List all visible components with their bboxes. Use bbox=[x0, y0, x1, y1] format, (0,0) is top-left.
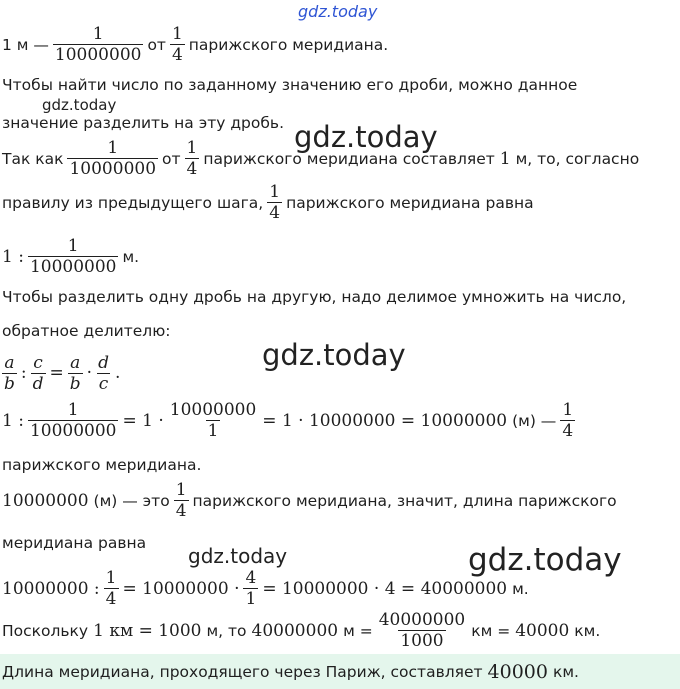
fraction bbox=[28, 236, 119, 277]
fraction bbox=[267, 182, 282, 223]
text-line-8: обратное делителю: bbox=[2, 322, 171, 340]
fraction bbox=[2, 354, 17, 392]
operator: : bbox=[20, 363, 27, 383]
watermark: gdz.today bbox=[294, 120, 438, 154]
text: м, то, согласно bbox=[515, 149, 640, 168]
numerator: 4 bbox=[245, 568, 257, 588]
watermark: gdz.today bbox=[262, 338, 406, 372]
denominator: 4 bbox=[175, 501, 187, 521]
text-line-5 bbox=[2, 182, 534, 223]
math: = 1 · bbox=[122, 410, 164, 431]
text-line-4 bbox=[2, 138, 639, 179]
fraction bbox=[560, 400, 575, 441]
denominator: 1 bbox=[245, 589, 257, 609]
text-line-12 bbox=[2, 480, 617, 521]
text: (м) — это bbox=[93, 491, 170, 510]
text: км = bbox=[471, 621, 511, 640]
text-line-6 bbox=[2, 236, 139, 277]
denominator: b bbox=[69, 373, 81, 392]
answer-number: 40000 bbox=[487, 660, 548, 683]
text: Так как bbox=[2, 149, 64, 168]
math-number: 1 bbox=[499, 148, 511, 169]
text: от bbox=[162, 149, 181, 168]
fraction bbox=[67, 138, 158, 179]
numerator: 1 bbox=[92, 24, 104, 44]
math: = 10000000 · bbox=[122, 578, 240, 599]
formula-rule bbox=[2, 354, 120, 392]
text: м. bbox=[512, 579, 529, 598]
operator: = bbox=[49, 363, 64, 383]
denominator: 10000000 bbox=[29, 421, 117, 441]
watermark: gdz.today bbox=[42, 96, 117, 114]
text: м, то bbox=[206, 621, 247, 640]
text: от bbox=[147, 35, 166, 54]
denominator: 10000000 bbox=[29, 257, 117, 277]
answer-text: Длина меридиана, проходящего через Париж, составляет bbox=[2, 662, 483, 681]
numerator: a bbox=[4, 354, 15, 373]
text: 1 м — bbox=[2, 35, 49, 54]
math: 1 : bbox=[2, 246, 24, 267]
denominator: d bbox=[32, 373, 44, 392]
math: = 10000000 · 4 = 40000000 bbox=[262, 578, 508, 599]
denominator: 4 bbox=[171, 45, 183, 65]
denominator: c bbox=[98, 373, 109, 392]
text-line-2: Чтобы найти число по заданному значению его дроби, можно данное bbox=[2, 76, 578, 94]
answer-box bbox=[0, 654, 680, 689]
formula-division bbox=[2, 400, 579, 441]
numerator: a bbox=[70, 354, 81, 373]
period: . bbox=[114, 363, 121, 383]
text: (м) — bbox=[512, 411, 557, 430]
math: 1 км = 1000 bbox=[93, 620, 202, 641]
numerator: 1 bbox=[67, 236, 79, 256]
text: км. bbox=[574, 621, 601, 640]
text: Поскольку bbox=[2, 621, 89, 640]
math: 1 : bbox=[2, 410, 24, 431]
numerator: 1 bbox=[186, 138, 198, 158]
numerator: 1 bbox=[105, 568, 117, 588]
watermark: gdz.today bbox=[298, 2, 378, 21]
fraction bbox=[243, 568, 258, 609]
math-number: 40000 bbox=[515, 620, 570, 641]
text-line-3: значение разделить на эту дробь. bbox=[2, 114, 284, 132]
text-line-1 bbox=[2, 24, 388, 65]
fraction bbox=[104, 568, 119, 609]
numerator: d bbox=[98, 354, 109, 373]
operator: · bbox=[86, 363, 93, 383]
text: парижского меридиана, значит, длина парижского bbox=[192, 491, 617, 510]
text: парижского меридиана. bbox=[188, 35, 389, 54]
watermark: gdz.today bbox=[468, 542, 622, 578]
fraction bbox=[53, 24, 144, 65]
numerator: 1 bbox=[175, 480, 187, 500]
fraction bbox=[377, 610, 468, 651]
denominator: 4 bbox=[269, 203, 281, 223]
text-line-13: меридиана равна bbox=[2, 534, 147, 552]
numerator: 1 bbox=[67, 400, 79, 420]
numerator: 1 bbox=[562, 400, 574, 420]
formula-result bbox=[2, 568, 529, 609]
math: = 1 · 10000000 = 10000000 bbox=[262, 410, 508, 431]
fraction bbox=[185, 138, 200, 179]
math-number: 40000000 bbox=[251, 620, 339, 641]
denominator: 10000000 bbox=[69, 159, 157, 179]
fraction bbox=[170, 24, 185, 65]
text: правилу из предыдущего шага, bbox=[2, 193, 264, 212]
numerator: 1 bbox=[107, 138, 119, 158]
numerator: 40000000 bbox=[378, 610, 466, 630]
fraction bbox=[31, 354, 46, 392]
denominator: 4 bbox=[562, 421, 574, 441]
math: 10000000 : bbox=[2, 578, 100, 599]
watermark: gdz.today bbox=[188, 544, 288, 568]
denominator: 4 bbox=[186, 159, 198, 179]
denominator: 4 bbox=[105, 589, 117, 609]
text: м. bbox=[122, 247, 140, 266]
formula-conversion bbox=[2, 610, 600, 651]
text-line-7: Чтобы разделить одну дробь на другую, надо делимое умножить на число, bbox=[2, 288, 627, 306]
numerator: 10000000 bbox=[169, 400, 257, 420]
text: парижского меридиана составляет bbox=[203, 149, 495, 168]
math-number: 10000000 bbox=[2, 490, 89, 511]
numerator: 1 bbox=[171, 24, 183, 44]
text: м = bbox=[343, 621, 373, 640]
denominator: 10000000 bbox=[54, 45, 142, 65]
fraction bbox=[168, 400, 259, 441]
numerator: 1 bbox=[269, 182, 281, 202]
text: парижского меридиана равна bbox=[286, 193, 534, 212]
answer-unit: км. bbox=[552, 662, 579, 681]
numerator: c bbox=[33, 354, 43, 373]
fraction bbox=[28, 400, 119, 441]
fraction bbox=[174, 480, 189, 521]
text-line-11: парижского меридиана. bbox=[2, 456, 202, 474]
fraction bbox=[96, 354, 111, 392]
denominator: 1000 bbox=[400, 631, 444, 651]
denominator: b bbox=[4, 373, 15, 392]
denominator: 1 bbox=[207, 421, 219, 441]
fraction bbox=[68, 354, 83, 392]
